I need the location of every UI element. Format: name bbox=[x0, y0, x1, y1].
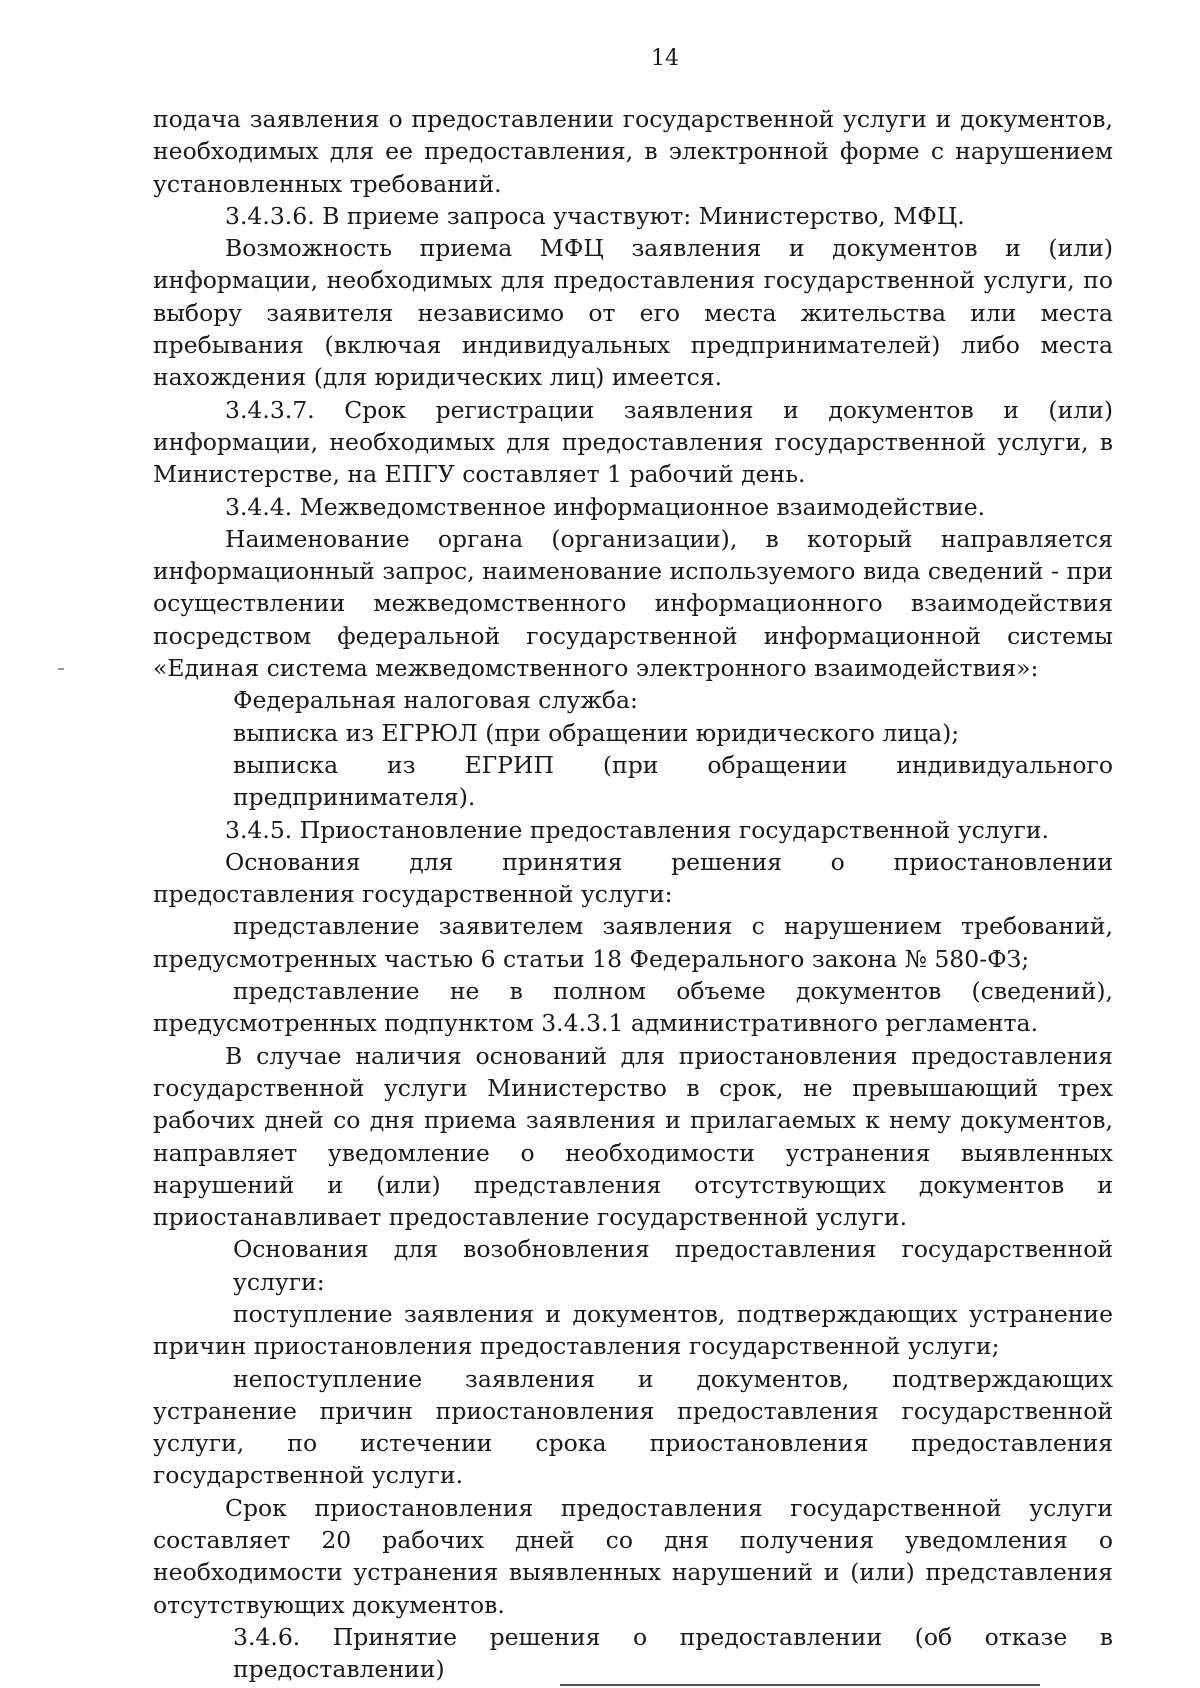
paragraph-suspension-grounds: Основания для принятия решения о приостановлении предоставления государственной услуги: bbox=[153, 847, 1113, 909]
paragraph-suspension-term: Срок приостановления предоставления государственной услуги составляет 20 рабочих дней со дня получения уведомления о необходимости устранения выявленных нарушений и (или) представления отсутствующих документов. bbox=[153, 1493, 1113, 1619]
list-item-nonreceipt-docs: непоступление заявления и документов, подтверждающих устранение причин приостановления предоставления государственной услуги, по истечении срока приостановления предоставления государственной услуги. bbox=[153, 1364, 1113, 1490]
clause-3-4-4-heading: 3.4.4. Межведомственное информационное взаимодействие. bbox=[225, 492, 986, 521]
paragraph-suspension-notice: В случае наличия оснований для приостановления предоставления государственной услуги Министерство в срок, не превышающий трех рабочих дней со дня приема заявления и прилагаемых к нему документов, направляет уведомление о необходимости устранения выявленных нарушений и (или) представления отсутствующих документов и приостанавливает предоставление государственной услуги. bbox=[153, 1041, 1113, 1232]
clause-3-4-5-heading: 3.4.5. Приостановление предоставления государственной услуги. bbox=[225, 815, 1049, 844]
bottom-rule bbox=[560, 1684, 1040, 1686]
paragraph-resumption-grounds: Основания для возобновления предоставления государственной услуги: bbox=[233, 1235, 1113, 1296]
clause-3-4-6-heading: 3.4.6. Принятие решения о предоставлении (об отказе в предоставлении) bbox=[233, 1622, 1113, 1684]
list-item-incomplete-docs: представление не в полном объеме документов (сведений), предусмотренных подпунктом 3.4.3.1 административного регламента. bbox=[153, 977, 1113, 1038]
list-item-egrip: выписка из ЕГРИП (при обращении индивидуального предпринимателя). bbox=[233, 750, 1113, 812]
document-body bbox=[153, 103, 1113, 1686]
clause-3-4-3-6: 3.4.3.6. В приеме запроса участвуют: Министерство, МФЦ. bbox=[225, 201, 965, 230]
paragraph-continuation: подача заявления о предоставлении государственной услуги и документов, необходимых для ее предоставления, в электронной форме с нарушением установленных требований. bbox=[153, 105, 1113, 198]
list-item-receipt-docs: поступление заявления и документов, подтверждающих устранение причин приостановления предоставления государственной услуги; bbox=[153, 1299, 1113, 1361]
clause-3-4-3-7: 3.4.3.7. Срок регистрации заявления и документов и (или) информации, необходимых для предоставления государственной услуги, в Министерстве, на ЕПГУ составляет 1 рабочий день. bbox=[153, 395, 1113, 489]
paragraph-mfc-acceptance: Возможность приема МФЦ заявления и документов и (или) информации, необходимых для предоставления государственной услуги, по выбору заявителя независимо от его места жительства или места пребывания (включая индивидуальных предпринимателей) либо места нахождения (для юридических лиц) имеется. bbox=[153, 234, 1113, 392]
page-number: 14 bbox=[651, 46, 679, 71]
list-item-tax-service: Федеральная налоговая служба: bbox=[233, 686, 638, 715]
paragraph-interagency-request: Наименование органа (организации), в который направляется информационный запрос, наименование используемого вида сведений - при осуществлении межведомственного информационного взаимодействия посредством федеральной государственной информационной системы «Единая система межведомственного электронного взаимодействия»: bbox=[153, 524, 1113, 683]
margin-mark bbox=[58, 668, 64, 670]
list-item-violation: представление заявителем заявления с нарушением требований, предусмотренных частью 6 статьи 18 Федерального закона № 580-ФЗ; bbox=[153, 912, 1113, 973]
list-item-egrul: выписка из ЕГРЮЛ (при обращении юридического лица); bbox=[233, 718, 960, 747]
